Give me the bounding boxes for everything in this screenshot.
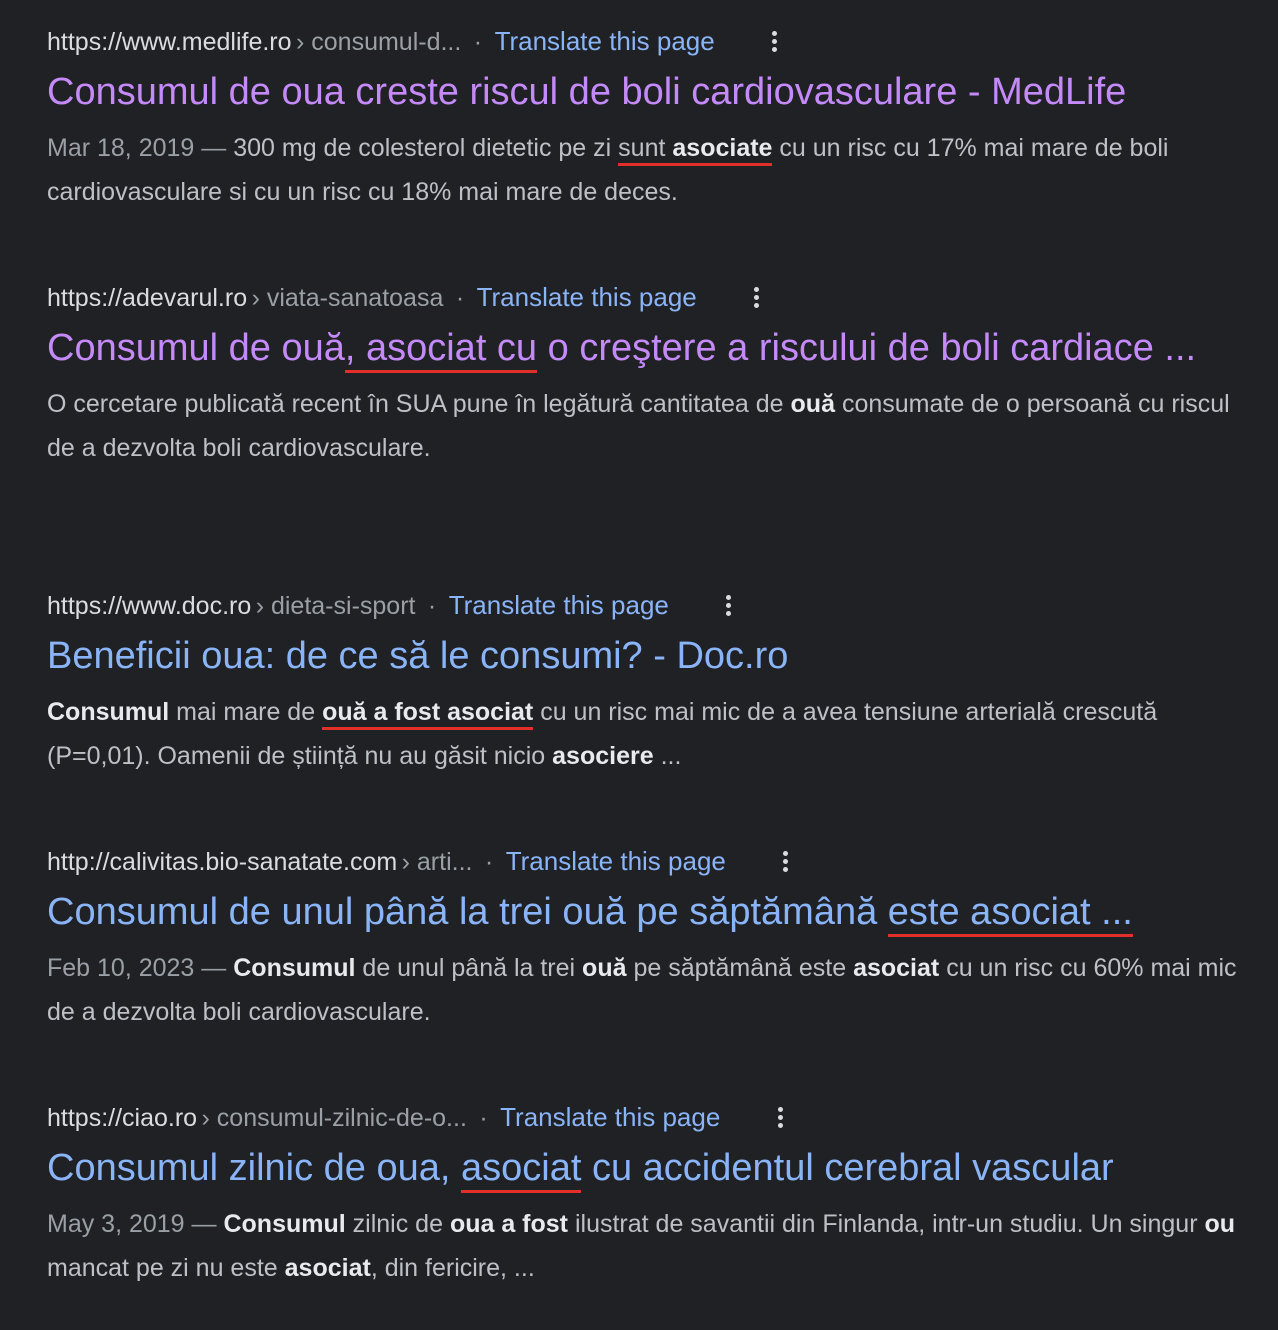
result-snippet (47, 126, 1237, 214)
result-path[interactable]: › arti... (401, 848, 473, 876)
result-snippet (47, 1202, 1237, 1290)
result-url-line (47, 280, 1237, 314)
search-result (47, 1100, 1237, 1290)
result-url-line (47, 24, 1237, 58)
title-text: Consumul zilnic de oua, (47, 1147, 451, 1189)
highlight-underline: ouă a fost asociat (322, 698, 533, 730)
snippet-bold: asociat (284, 1254, 371, 1282)
separator-dot: · (427, 592, 437, 620)
snippet-bold: asociat (853, 954, 940, 982)
result-path[interactable]: › consumul-zilnic-de-o... (201, 1104, 467, 1132)
result-domain[interactable]: https://ciao.ro (47, 1104, 198, 1132)
snippet-text: pe săptămână este (633, 954, 847, 982)
separator-dot: · (479, 1104, 488, 1132)
snippet-bold: oua a fost (449, 1210, 569, 1238)
snippet-bold: Consumul (223, 1210, 346, 1238)
result-path[interactable]: › dieta-si-sport (255, 592, 416, 620)
search-result (47, 280, 1237, 470)
result-title[interactable]: Consumul de oua creste riscul de boli cardiovasculare - MedLife (47, 71, 1127, 113)
result-domain[interactable]: http://calivitas.bio-sanatate.com (47, 848, 398, 876)
snippet-text: de unul până la trei (362, 954, 576, 982)
snippet-text: 300 mg de colesterol dietetic pe zi (233, 134, 612, 162)
snippet-bold: Consumul (233, 954, 356, 982)
separator-dot: · (473, 28, 483, 56)
separator-dot: · (484, 848, 494, 876)
title-text: Consumul de unul până la trei ouă pe săptămână (47, 891, 878, 933)
title-text: o creştere a riscului de boli cardiace ... (547, 327, 1197, 369)
result-date: May 3, 2019 — (47, 1210, 217, 1238)
snippet-bold: ouă (582, 954, 627, 982)
snippet-text: zilnic de (352, 1210, 443, 1238)
result-title[interactable] (47, 884, 1237, 940)
snippet-text: sunt (618, 134, 666, 162)
result-snippet (47, 690, 1237, 778)
more-options-icon[interactable] (770, 844, 800, 878)
highlight-underline: , asociat cu (345, 327, 537, 373)
snippet-bold: ou (1204, 1210, 1236, 1238)
more-options-icon[interactable] (759, 24, 789, 58)
title-text: Consumul de ouă (47, 327, 345, 369)
result-date: Feb 10, 2023 — (47, 954, 227, 982)
snippet-text: consumate de o persoană cu riscul de a dezvolta boli cardiovasculare. (47, 390, 1230, 462)
title-text: cu accidentul cerebral vascular (591, 1147, 1114, 1189)
result-path[interactable]: › consumul-d... (295, 28, 462, 56)
highlight-underline: asociat (461, 1147, 581, 1193)
snippet-text: cu un risc cu 17% mai mare de boli cardiovasculare si cu un risc cu 18% mai mare de deces. (47, 134, 1169, 206)
snippet-bold: asociere (552, 742, 654, 770)
more-options-icon[interactable] (713, 588, 743, 622)
translate-link[interactable]: Translate this page (494, 26, 715, 56)
snippet-text: mancat pe zi nu este (47, 1254, 278, 1282)
result-url-line (47, 1100, 1237, 1134)
snippet-bold: Consumul (47, 698, 170, 726)
snippet-text: cu un risc cu 60% mai mic de a dezvolta boli cardiovasculare. (47, 954, 1237, 1026)
search-result (47, 844, 1237, 1034)
search-result (47, 24, 1237, 214)
result-snippet (47, 946, 1237, 1034)
result-path[interactable]: › viata-sanatoasa (251, 284, 444, 312)
snippet-text: ilustrat de savantii din Finlanda, intr-un studiu. Un singur (574, 1210, 1198, 1238)
snippet-text: O cercetare publicată recent în SUA pune în legătură cantitatea de (47, 390, 784, 418)
result-title[interactable] (47, 320, 1237, 376)
snippet-text: mai mare de (176, 698, 316, 726)
translate-link[interactable]: Translate this page (448, 590, 669, 620)
snippet-bold: ouă (790, 390, 835, 418)
result-domain[interactable]: https://adevarul.ro (47, 284, 248, 312)
translate-link[interactable]: Translate this page (505, 846, 726, 876)
snippet-text: cu un risc mai mic de a avea tensiune arterială crescută (P=0,01). Oamenii de știință nu au găsit nicio (47, 698, 1158, 770)
result-snippet (47, 382, 1237, 470)
highlight-underline: este asociat ... (888, 891, 1133, 937)
highlight-underline (618, 134, 772, 166)
snippet-bold: asociate (672, 134, 773, 162)
result-url-line (47, 588, 1237, 622)
snippet-text: ... (660, 742, 682, 770)
translate-link[interactable]: Translate this page (500, 1102, 721, 1132)
result-date: Mar 18, 2019 — (47, 134, 227, 162)
result-url-line (47, 844, 1237, 878)
translate-link[interactable]: Translate this page (476, 282, 697, 312)
search-result (47, 588, 1237, 778)
snippet-text: , din fericire, ... (370, 1254, 535, 1282)
more-options-icon[interactable] (765, 1100, 795, 1134)
result-domain[interactable]: https://www.medlife.ro (47, 28, 292, 56)
result-title[interactable] (47, 1140, 1237, 1196)
separator-dot: · (455, 284, 465, 312)
result-domain[interactable]: https://www.doc.ro (47, 592, 252, 620)
result-title[interactable]: Beneficii oua: de ce să le consumi? - Doc.ro (47, 635, 789, 677)
more-options-icon[interactable] (741, 280, 771, 314)
